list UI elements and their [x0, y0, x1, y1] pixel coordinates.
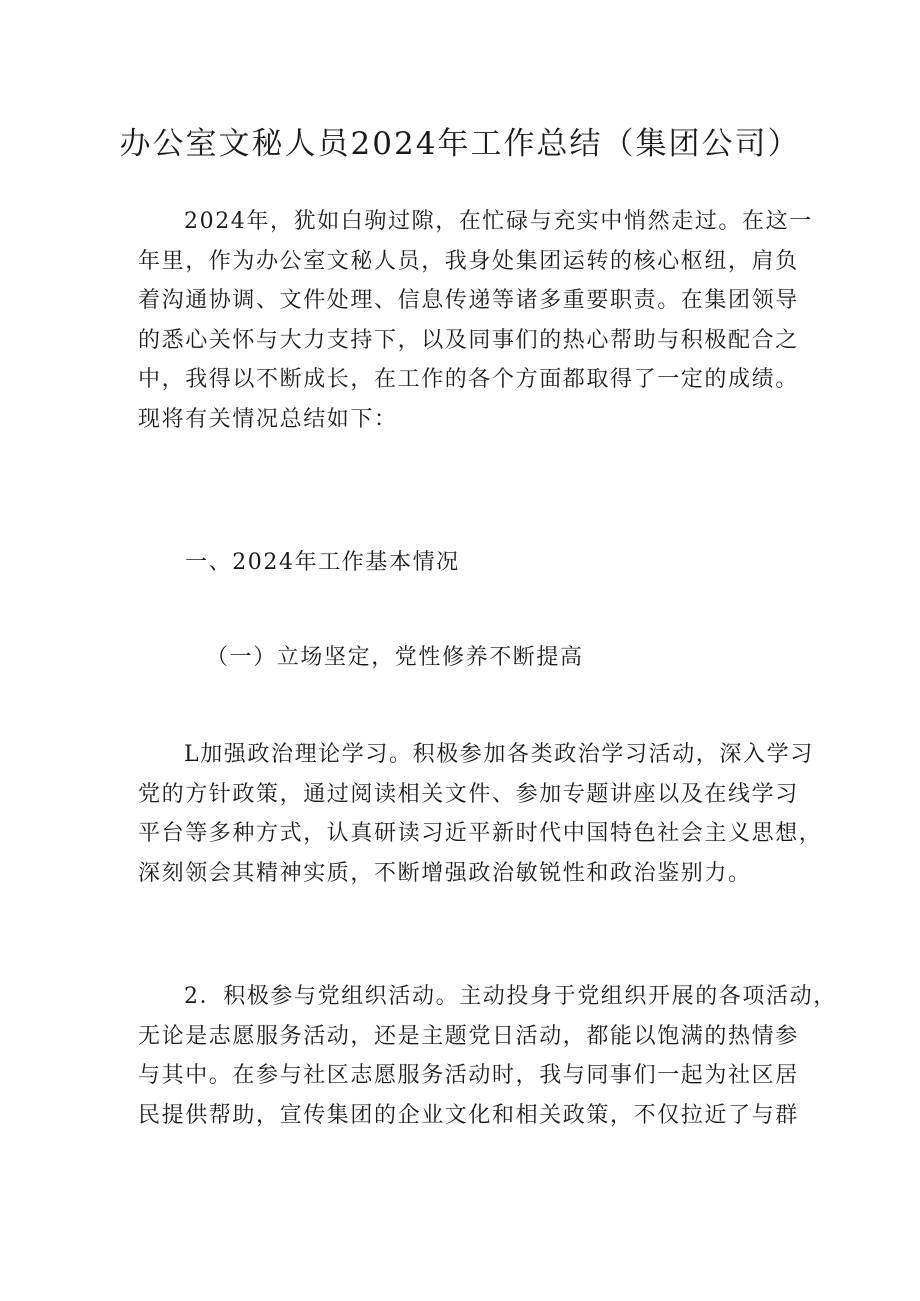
intro-line: 现将有关情况总结如下：: [138, 406, 398, 432]
item1-line: L加强政治理论学习。积极参加各类政治学习活动，深入学习: [184, 742, 814, 767]
item2-paragraph: [138, 977, 837, 1135]
intro-line: 中，我得以不断成长，在工作的各个方面都取得了一定的成绩。: [138, 367, 799, 392]
intro-line: 2024年，犹如白驹过隙，在忙碌与充实中悄然走过。在这一: [184, 209, 813, 234]
item2-line: 与其中。在参与社区志愿服务活动时，我与同事们一起为社区居: [138, 1063, 799, 1088]
item1-line: 平台等多种方式，认真研读习近平新时代中国特色社会主义思想，: [138, 821, 823, 846]
item2-line: 民提供帮助，宣传集团的企业文化和相关政策，不仅拉近了与群: [138, 1102, 799, 1128]
item1-paragraph: [138, 735, 823, 893]
intro-paragraph: [138, 202, 813, 439]
document-title: 办公室文秘人员2024年工作总结（集团公司）: [119, 126, 801, 162]
subsection-heading: （一）立场坚定，党性修养不断提高: [206, 645, 584, 670]
intro-line: 年里，作为办公室文秘人员，我身处集团运转的核心枢纽，肩负: [138, 248, 799, 274]
section-heading: 一、2024年工作基本情况: [185, 550, 460, 575]
item2-line: 无论是志愿服务活动，还是主题党日活动，都能以饱满的热情参: [138, 1023, 799, 1049]
intro-line: 着沟通协调、文件处理、信息传递等诸多重要职责。在集团领导: [138, 288, 799, 313]
item1-line: 深刻领会其精神实质，不断增强政治敏锐性和政治鉴别力。: [138, 860, 752, 886]
item1-line: 党的方针政策，通过阅读相关文件、参加专题讲座以及在线学习: [138, 781, 799, 807]
intro-line: 的悉心关怀与大力支持下，以及同事们的热心帮助与积极配合之: [138, 327, 799, 353]
item2-line: 2．积极参与党组织活动。主动投身于党组织开展的各项活动，: [184, 984, 837, 1009]
